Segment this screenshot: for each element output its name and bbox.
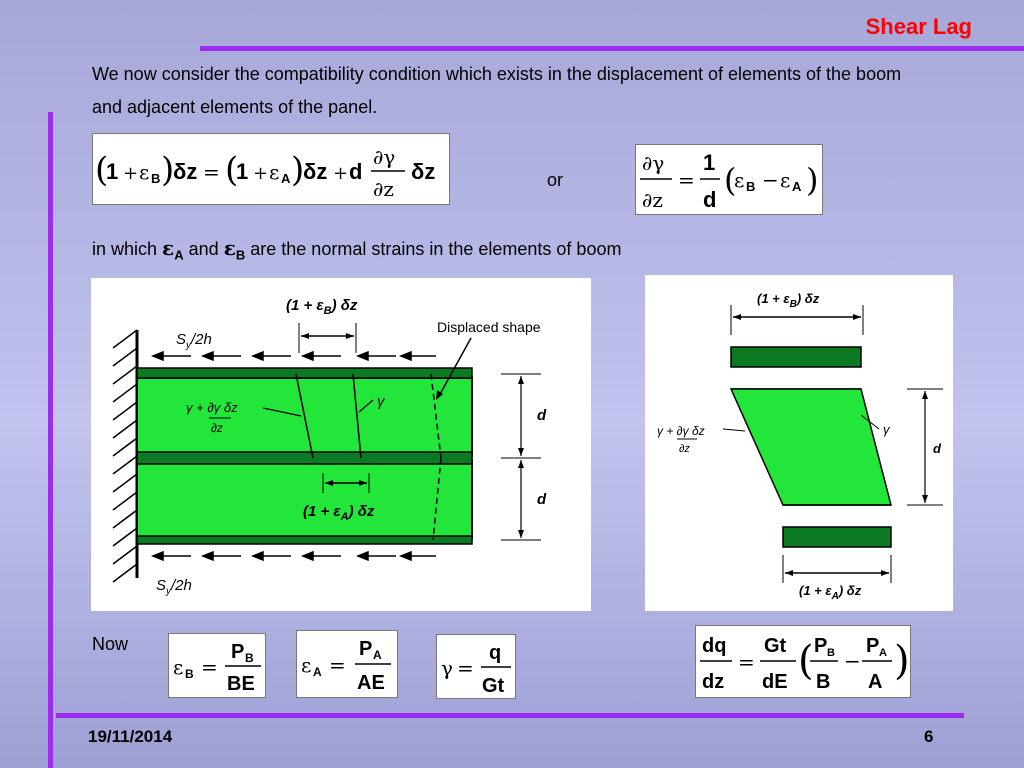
svg-text:(: ( xyxy=(798,638,814,684)
sy-bottom-label: $S_y/2h$ xyxy=(156,577,192,597)
gamma-derivative-equation xyxy=(635,144,823,215)
in-which-prefix: in which xyxy=(92,239,158,259)
or-label: or xyxy=(547,170,564,190)
eps-b-sub: B xyxy=(235,247,246,263)
eq2-den: ∂z xyxy=(642,188,663,212)
paren-close: ) xyxy=(161,150,175,190)
eq2-eps-a: ε xyxy=(780,168,791,192)
eps-b-symbol: ε xyxy=(223,236,236,260)
svg-text:Gt: Gt xyxy=(482,675,505,697)
svg-text:=: = xyxy=(201,655,218,679)
svg-text:B: B xyxy=(827,647,835,659)
eq2-equals: = xyxy=(678,168,695,192)
in-which-line xyxy=(92,236,621,263)
svg-text:P: P xyxy=(231,641,245,663)
shear-lag-panel-diagram xyxy=(91,278,591,611)
eq1-dgamma: ∂γ xyxy=(373,145,396,169)
footer-page-number: 6 xyxy=(924,727,934,746)
footer-date: 19/11/2014 xyxy=(88,727,173,746)
intro-paragraph: We now consider the compatibility condition which exists in the displacement of elements of the boom and adjacent elements of the panel. xyxy=(92,64,902,117)
eq1-dz-den: ∂z xyxy=(373,177,394,201)
strain-b-equation xyxy=(168,633,266,698)
right-d: d xyxy=(933,441,941,456)
svg-text:): ) xyxy=(806,161,819,199)
svg-text:=: = xyxy=(329,653,346,677)
paren-open-2: ( xyxy=(225,150,239,190)
in-which-suffix: are the normal strains in the elements of boom xyxy=(250,239,622,259)
strain-a-equation xyxy=(296,630,398,698)
displaced-shape-label: Displaced shape xyxy=(437,319,541,335)
right-bottom-dim: $(1 + \varepsilon_A)$ δz xyxy=(799,583,862,602)
element-deformation-diagram xyxy=(645,275,953,611)
svg-text:q: q xyxy=(489,642,502,664)
svg-text:−: − xyxy=(844,649,861,673)
svg-text:P: P xyxy=(359,638,373,660)
paren-close-2: ) xyxy=(291,150,305,190)
svg-text:B: B xyxy=(245,651,254,665)
svg-text:γ: γ xyxy=(441,656,453,680)
gamma-den-label: ∂z xyxy=(211,421,223,435)
left-accent-bar xyxy=(48,112,53,768)
svg-text:A: A xyxy=(868,671,883,693)
in-which-and: and xyxy=(188,239,219,259)
eq2-d: d xyxy=(703,187,717,212)
eq1-eps: ε xyxy=(139,160,150,184)
svg-text:P: P xyxy=(814,635,828,657)
svg-text:ε: ε xyxy=(301,653,312,677)
svg-text:): ) xyxy=(894,638,910,684)
svg-text:dz: dz xyxy=(702,671,725,693)
eq2-sub-b: B xyxy=(746,179,756,194)
svg-text:dq: dq xyxy=(702,635,727,657)
eps-a-symbol: ε xyxy=(162,236,175,260)
top-accent-bar xyxy=(200,46,1024,51)
svg-text:B: B xyxy=(816,671,831,693)
slide-title: Shear Lag xyxy=(865,14,972,39)
eq2-sub-a: A xyxy=(792,179,802,194)
top-dim-label: $(1 + \varepsilon_B)$ δz xyxy=(286,297,358,317)
bottom-dim-label: $(1 + \varepsilon_A)$ δz xyxy=(303,503,375,523)
eq1-dz-2: δz xyxy=(303,159,328,184)
eq2-num: ∂γ xyxy=(642,151,665,175)
eq2-one: 1 xyxy=(703,150,716,175)
shear-strain-equation xyxy=(436,634,516,699)
gamma-expr-label: γ + ∂γ δz xyxy=(186,400,238,415)
eq1-plus-2: + xyxy=(253,163,269,184)
svg-text:(: ( xyxy=(724,161,737,199)
shear-flow-gradient-equation xyxy=(695,625,911,698)
paren-open: ( xyxy=(95,150,109,190)
eq1-d: d xyxy=(349,159,363,184)
eq1-sub-a: A xyxy=(281,171,291,186)
eq1-eps-2: ε xyxy=(269,160,280,184)
svg-text:AE: AE xyxy=(357,672,385,694)
eq1-equals: = xyxy=(203,160,220,184)
svg-text:P: P xyxy=(866,635,880,657)
right-gamma: γ xyxy=(883,422,890,437)
eq1-sub-b: B xyxy=(151,171,161,186)
now-label: Now xyxy=(92,634,129,654)
sy-top-label: $S_y/2h$ xyxy=(176,331,212,351)
compatibility-equation xyxy=(92,133,450,205)
svg-text:=: = xyxy=(738,650,755,674)
svg-text:ε: ε xyxy=(173,655,184,679)
right-top-dim: $(1 + \varepsilon_B)$ δz xyxy=(757,291,820,310)
svg-text:=: = xyxy=(457,656,474,680)
eq1-dz: δz xyxy=(173,159,198,184)
eq2-eps-b: ε xyxy=(734,168,745,192)
eq1-one: 1 xyxy=(106,159,119,184)
right-gamma-den: ∂z xyxy=(679,443,690,455)
gamma-label: γ xyxy=(377,393,385,410)
eq1-one-2: 1 xyxy=(236,159,249,184)
svg-text:B: B xyxy=(185,667,194,681)
eps-a-sub: A xyxy=(174,247,184,263)
eq1-plus: + xyxy=(123,163,139,184)
bottom-accent-bar xyxy=(56,713,964,718)
d2-label: d xyxy=(537,491,547,508)
svg-text:A: A xyxy=(313,665,322,679)
right-gamma-expr: γ + ∂γ δz xyxy=(657,424,705,438)
eq1-plus-3: + xyxy=(333,163,349,184)
svg-text:BE: BE xyxy=(227,673,255,695)
eq1-dz-3: δz xyxy=(411,159,436,184)
svg-text:A: A xyxy=(373,648,382,662)
d1-label: d xyxy=(537,407,547,424)
svg-text:dE: dE xyxy=(762,671,788,693)
svg-text:Gt: Gt xyxy=(764,635,787,657)
svg-text:−: − xyxy=(762,168,779,192)
svg-text:A: A xyxy=(879,647,887,659)
